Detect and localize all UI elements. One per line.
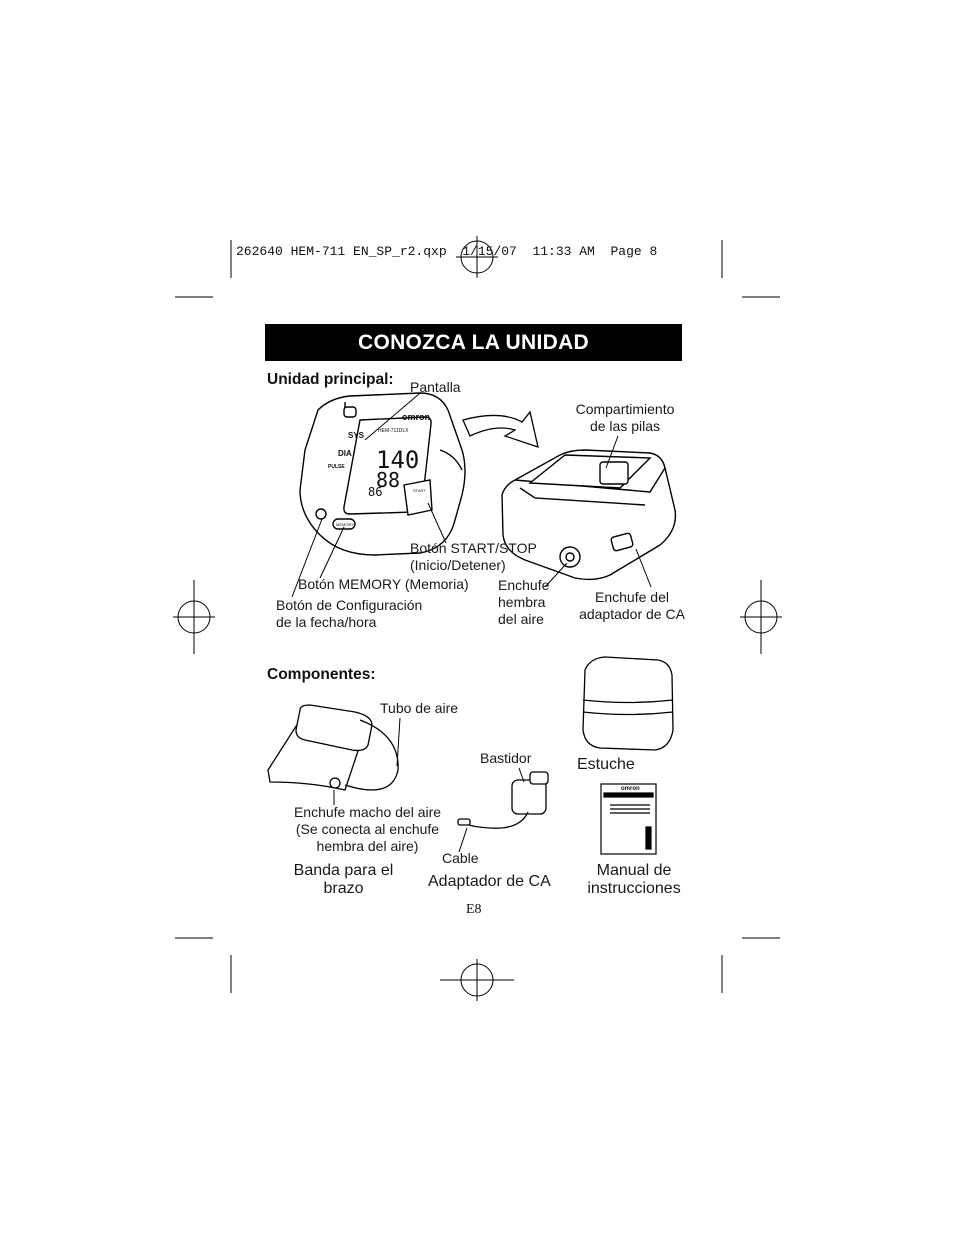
adapter-label: Adaptador de CA	[428, 873, 551, 890]
device-brand-text: omron	[402, 412, 430, 422]
components-heading: Componentes:	[267, 666, 376, 683]
case-illustration	[583, 657, 673, 750]
manual-label: Manual de instrucciones	[587, 862, 681, 897]
cable-label: Cable	[442, 850, 479, 866]
case-label: Estuche	[577, 756, 635, 773]
device-start-text: START	[413, 488, 426, 493]
memory-label: Botón MEMORY (Memoria)	[298, 576, 469, 592]
page-number: E8	[466, 902, 482, 917]
device-model-text: HEM-711DLX	[378, 428, 409, 434]
rotate-arrow	[463, 412, 538, 447]
start-stop-label: Botón START/STOP (Inicio/Detener)	[410, 540, 537, 573]
ac-jack-label: Enchufe del adaptador de CA	[579, 589, 685, 622]
registration-mark-left	[173, 580, 215, 654]
air-jack-label: Enchufe hembra del aire	[498, 577, 550, 627]
device-pulse-value: 86	[368, 485, 383, 499]
print-header: 262640 HEM-711 EN_SP_r2.qxp 1/15/07 11:33 AM Page 8	[236, 244, 658, 259]
manual-brand-text: omron	[621, 786, 640, 792]
registration-mark-right	[740, 580, 782, 654]
device-memory-text: MEMORY	[336, 522, 354, 527]
device-sys-text: SYS	[348, 431, 365, 440]
device-dia-text: DIA	[338, 449, 352, 458]
device-sys-value: 140	[376, 446, 420, 474]
cuff-label: Banda para el brazo	[293, 862, 394, 897]
display-label: Pantalla	[410, 379, 461, 395]
air-tube-label: Tubo de aire	[380, 700, 459, 716]
main-unit-heading: Unidad principal:	[267, 371, 394, 388]
device-dia-value: 88	[376, 468, 401, 492]
registration-mark-bottom	[440, 959, 514, 1001]
page-title: CONOZCA LA UNIDAD	[357, 331, 590, 354]
battery-label: Compartimiento de las pilas	[575, 401, 675, 434]
air-plug-label: Enchufe macho del aire (Se conecta al enchufe hembra del aire)	[293, 804, 442, 854]
ac-adapter-illustration	[458, 772, 548, 828]
manual-illustration	[601, 784, 656, 854]
cuff-illustration	[268, 705, 398, 790]
frame-label: Bastidor	[480, 750, 532, 766]
datetime-label: Botón de Configuración de la fecha/hora	[276, 597, 423, 630]
device-pulse-text: PULSE	[328, 464, 345, 470]
title-bar	[265, 324, 682, 361]
